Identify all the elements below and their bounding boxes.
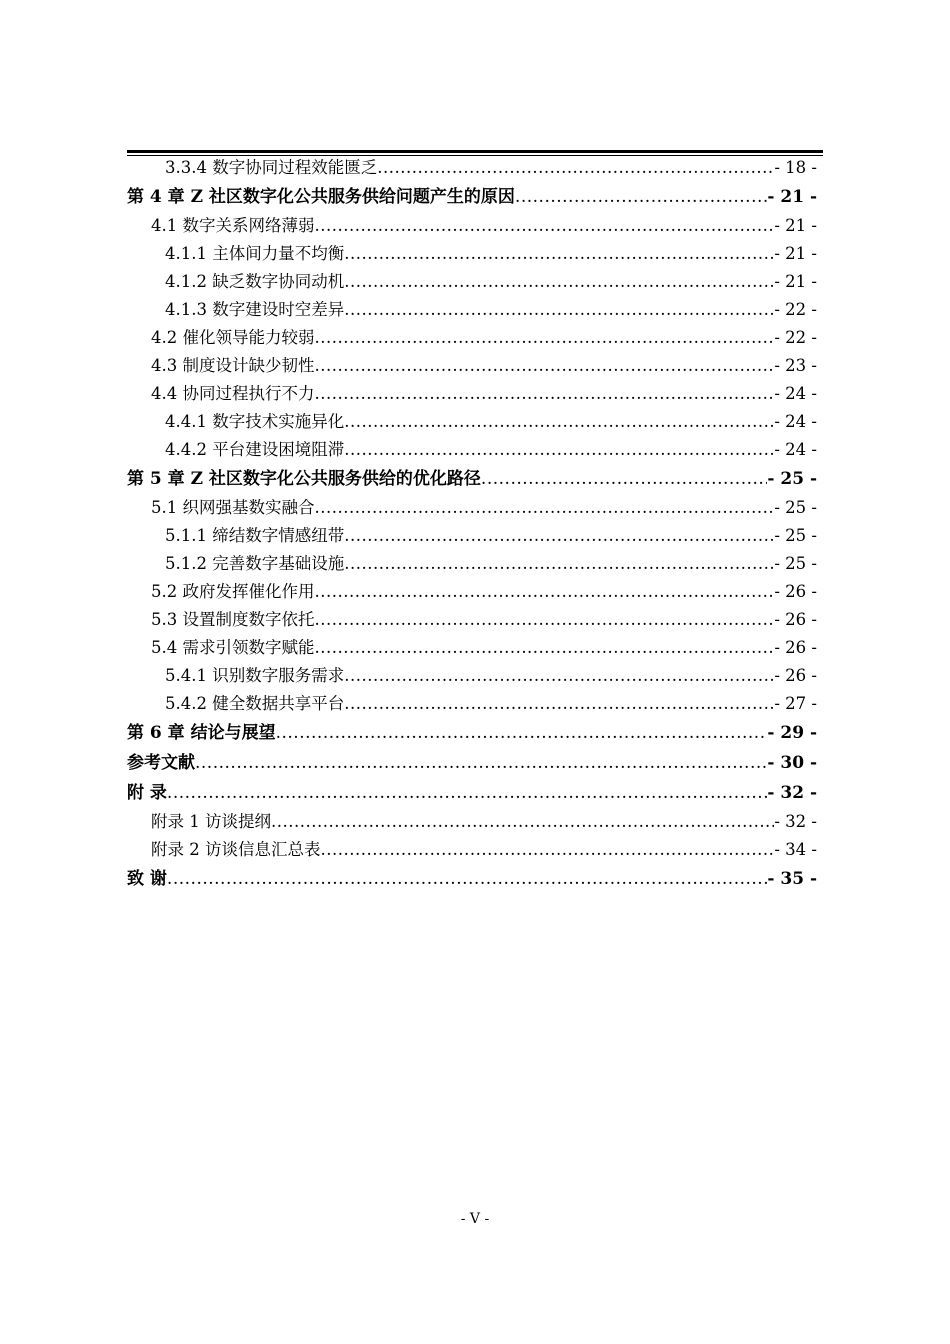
toc-entry-page: - 21 -: [774, 272, 817, 291]
toc-entry-page: - 24 -: [774, 384, 817, 403]
toc-dot-leader: [344, 690, 774, 718]
toc-entry[interactable]: [127, 352, 817, 380]
table-of-contents: [127, 154, 817, 894]
toc-entry[interactable]: [127, 808, 817, 836]
toc-dot-leader: [377, 154, 774, 182]
toc-dot-leader: [315, 634, 775, 662]
toc-dot-leader: [167, 864, 767, 894]
toc-dot-leader: [344, 408, 774, 436]
toc-dot-leader: [344, 436, 774, 464]
toc-dot-leader: [515, 182, 767, 212]
toc-entry-title: 附录 2 访谈信息汇总表: [151, 840, 321, 859]
toc-entry[interactable]: [127, 578, 817, 606]
toc-entry-page: - 21 -: [774, 244, 817, 263]
toc-entry-page: - 18 -: [774, 158, 817, 177]
toc-entry[interactable]: [127, 268, 817, 296]
toc-entry-page: - 26 -: [774, 666, 817, 685]
toc-entry[interactable]: [127, 494, 817, 522]
toc-dot-leader: [315, 578, 775, 606]
toc-entry-title: 4.2 催化领导能力较弱: [151, 328, 315, 347]
toc-entry-page: - 21 -: [774, 216, 817, 235]
toc-entry[interactable]: [127, 464, 817, 494]
toc-entry-title: 5.4.1 识别数字服务需求: [165, 666, 345, 685]
toc-dot-leader: [271, 808, 774, 836]
toc-entry-page: - 34 -: [774, 840, 817, 859]
toc-entry[interactable]: [127, 836, 817, 864]
toc-entry-page: - 25 -: [774, 554, 817, 573]
toc-entry[interactable]: [127, 182, 817, 212]
toc-entry-page: - 26 -: [774, 610, 817, 629]
toc-dot-leader: [481, 464, 767, 494]
toc-entry[interactable]: [127, 522, 817, 550]
toc-entry-title: 4.1.2 缺乏数字协同动机: [165, 272, 345, 291]
toc-entry-title: 4.4 协同过程执行不力: [151, 384, 315, 403]
toc-entry-page: - 25 -: [767, 469, 817, 489]
toc-entry-title: 参考文献: [127, 753, 195, 773]
toc-dot-leader: [315, 494, 775, 522]
toc-entry-title: 4.4.2 平台建设困境阻滞: [165, 440, 345, 459]
toc-entry-title: 5.1.1 缔结数字情感纽带: [165, 526, 345, 545]
toc-entry-title: 第 5 章 Z 社区数字化公共服务供给的优化路径: [127, 469, 481, 489]
toc-dot-leader: [315, 606, 775, 634]
toc-entry-page: - 21 -: [767, 187, 817, 207]
toc-entry[interactable]: [127, 408, 817, 436]
toc-entry-title: 致 谢: [127, 869, 167, 889]
toc-entry-page: - 32 -: [774, 812, 817, 831]
toc-dot-leader: [344, 550, 774, 578]
toc-entry-title: 附 录: [127, 783, 167, 803]
toc-entry[interactable]: [127, 778, 817, 808]
toc-entry[interactable]: [127, 436, 817, 464]
toc-entry[interactable]: [127, 718, 817, 748]
toc-dot-leader: [344, 662, 774, 690]
toc-entry[interactable]: [127, 240, 817, 268]
toc-entry-page: - 22 -: [774, 300, 817, 319]
toc-entry[interactable]: [127, 606, 817, 634]
toc-dot-leader: [276, 718, 768, 748]
toc-entry-title: 5.1 织网强基数实融合: [151, 498, 315, 517]
toc-dot-leader: [315, 380, 775, 408]
toc-dot-leader: [167, 778, 767, 808]
toc-dot-leader: [344, 522, 774, 550]
toc-dot-leader: [344, 268, 774, 296]
toc-entry-title: 5.2 政府发挥催化作用: [151, 582, 315, 601]
toc-entry[interactable]: [127, 324, 817, 352]
toc-dot-leader: [315, 324, 775, 352]
toc-entry-page: - 26 -: [774, 638, 817, 657]
toc-entry-page: - 32 -: [767, 783, 817, 803]
toc-entry[interactable]: [127, 690, 817, 718]
toc-dot-leader: [344, 240, 774, 268]
toc-entry[interactable]: [127, 212, 817, 240]
toc-entry[interactable]: [127, 634, 817, 662]
toc-entry-page: - 25 -: [774, 526, 817, 545]
toc-entry-page: - 22 -: [774, 328, 817, 347]
toc-entry-title: 4.3 制度设计缺少韧性: [151, 356, 315, 375]
toc-entry-title: 4.1.1 主体间力量不均衡: [165, 244, 345, 263]
toc-entry-title: 附录 1 访谈提纲: [151, 812, 271, 831]
toc-entry[interactable]: [127, 748, 817, 778]
toc-entry-title: 4.4.1 数字技术实施异化: [165, 412, 345, 431]
toc-dot-leader: [315, 212, 775, 240]
toc-entry[interactable]: [127, 296, 817, 324]
toc-entry-page: - 35 -: [767, 869, 817, 889]
toc-entry-title: 5.1.2 完善数字基础设施: [165, 554, 345, 573]
toc-entry-title: 第 4 章 Z 社区数字化公共服务供给问题产生的原因: [127, 187, 515, 207]
toc-entry-page: - 30 -: [767, 753, 817, 773]
toc-entry-page: - 27 -: [774, 694, 817, 713]
toc-dot-leader: [344, 296, 774, 324]
toc-entry-title: 5.4.2 健全数据共享平台: [165, 694, 345, 713]
toc-entry-title: 5.4 需求引领数字赋能: [151, 638, 315, 657]
toc-entry[interactable]: [127, 864, 817, 894]
toc-entry[interactable]: [127, 380, 817, 408]
header-rule: [127, 150, 823, 153]
toc-entry-title: 第 6 章 结论与展望: [127, 723, 276, 743]
toc-entry-page: - 29 -: [767, 723, 817, 743]
toc-entry[interactable]: [127, 662, 817, 690]
toc-entry-title: 3.3.4 数字协同过程效能匮乏: [165, 158, 378, 177]
toc-entry-title: 4.1 数字关系网络薄弱: [151, 216, 315, 235]
toc-entry-page: - 24 -: [774, 412, 817, 431]
toc-entry-page: - 24 -: [774, 440, 817, 459]
toc-entry-title: 5.3 设置制度数字依托: [151, 610, 315, 629]
toc-entry[interactable]: [127, 550, 817, 578]
page-number: - V -: [460, 1211, 490, 1227]
toc-entry-page: - 25 -: [774, 498, 817, 517]
toc-entry-page: - 26 -: [774, 582, 817, 601]
toc-entry[interactable]: [127, 154, 817, 182]
toc-dot-leader: [315, 352, 775, 380]
toc-dot-leader: [195, 748, 767, 778]
toc-entry-title: 4.1.3 数字建设时空差异: [165, 300, 345, 319]
toc-dot-leader: [321, 836, 775, 864]
toc-entry-page: - 23 -: [774, 356, 817, 375]
